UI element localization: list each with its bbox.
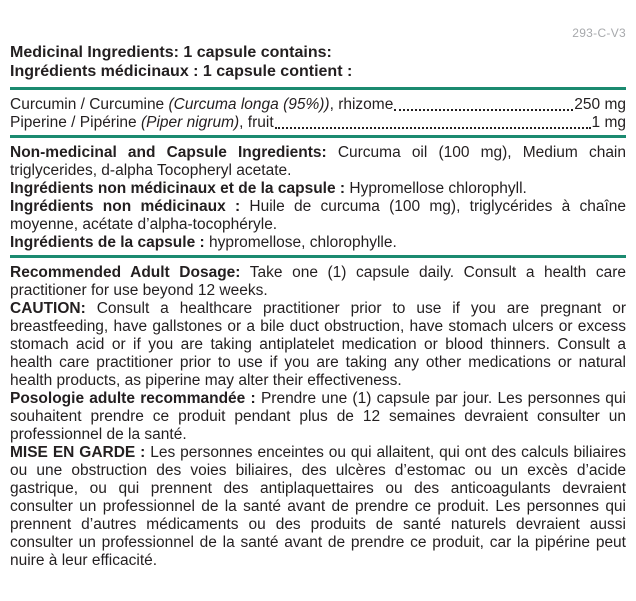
caution-fr-text: Les personnes enceintes ou qui allaitent, qui ont des calculs biliaires ou une obstruction des voies biliaires, des ulcères d’estomac ou un excès d’acide gastrique, ou qui prennent des antiplaquettaires ou des anticoagulants devraient consulter un professionnel de la santé avant de prendre ce produit. Les personnes qui prennent d’autres médicaments ou des produits de santé naturels devraient aussi consulter un professionnel de la santé avant de prendre ce produit, car la pipérine peut nuire à leur efficacité. xyxy=(10,444,626,569)
caution-en xyxy=(10,300,626,390)
medicinal-ingredients-table xyxy=(10,96,626,132)
lot-code: 293-C-V3 xyxy=(572,26,626,40)
non-medicinal-en-label: Non-medicinal and Capsule Ingredients: xyxy=(10,144,327,161)
non-medicinal-fr-label: Ingrédients non médicinaux : xyxy=(10,198,241,215)
heading-french: Ingrédients médicinaux : 1 capsule contient : xyxy=(10,63,353,80)
non-medicinal-capsule-fr-text: Hypromellose chlorophyll. xyxy=(345,180,527,197)
ingredient-plant-part: , rhizome xyxy=(329,96,394,113)
ingredient-latin-name: (Piper nigrum) xyxy=(140,114,240,131)
capsule-ingredients-fr-text: hypromellose, chlorophylle. xyxy=(204,234,397,251)
ingredient-common-name: Piperine / Pipérine xyxy=(10,114,141,131)
caution-en-label: CAUTION: xyxy=(10,300,86,317)
dosage-caution-section xyxy=(10,264,626,570)
ingredient-row-piperine xyxy=(10,114,626,132)
divider-rule-top xyxy=(10,87,626,90)
recommended-dosage-en xyxy=(10,264,626,300)
non-medicinal-capsule-fr xyxy=(10,180,626,198)
ingredient-name xyxy=(10,114,274,132)
recommended-dosage-en-text: Take one (1) capsule daily. Consult a health care practitioner for use beyond 12 weeks. xyxy=(10,264,626,299)
capsule-ingredients-fr-label: Ingrédients de la capsule : xyxy=(10,234,205,251)
ingredient-common-name: Curcumin / Curcumine xyxy=(10,96,169,113)
non-medicinal-capsule-fr-label: Ingrédients non médicinaux et de la capsule : xyxy=(10,180,346,197)
non-medicinal-en-text: Curcuma oil (100 mg), Medium chain triglycerides, d-alpha Tocopheryl acetate. xyxy=(10,144,626,179)
recommended-dosage-fr xyxy=(10,390,626,444)
heading-english: Medicinal Ingredients: 1 capsule contains: xyxy=(10,44,332,61)
divider-rule-bottom xyxy=(10,255,626,258)
divider-rule-middle xyxy=(10,135,626,138)
caution-fr xyxy=(10,444,626,570)
dot-leader xyxy=(275,127,591,129)
non-medicinal-fr xyxy=(10,198,626,234)
dot-leader xyxy=(394,109,573,111)
ingredient-latin-name: (Curcuma longa (95%)) xyxy=(168,96,330,113)
ingredient-row-curcumin xyxy=(10,96,626,114)
medicinal-ingredients-heading xyxy=(10,43,626,81)
non-medicinal-en xyxy=(10,144,626,180)
non-medicinal-fr-text: Huile de curcuma (100 mg), triglycérides à chaîne moyenne, acétate d’alpha-tocophéryle. xyxy=(10,198,626,233)
ingredient-amount: 250 mg xyxy=(574,96,626,113)
caution-fr-label: MISE EN GARDE : xyxy=(10,444,146,461)
capsule-ingredients-fr xyxy=(10,234,626,252)
recommended-dosage-fr-text: Prendre une (1) capsule par jour. Les personnes qui souhaitent prendre ce produit pendant plus de 12 semaines devraient consulter un professionnel de la santé. xyxy=(10,390,626,443)
caution-en-text: Consult a healthcare practitioner prior to use if you are pregnant or breastfeeding, have gallstones or a bile duct obstruction, have stomach ulcers or excess stomach acid or if you are taking antiplatelet medication or blood thinners. Consult a health care practitioner prior to use if you are taking any other medications or natural health products, as piperine may alter their effectiveness. xyxy=(10,300,626,389)
ingredient-name xyxy=(10,96,393,114)
recommended-dosage-en-label: Recommended Adult Dosage: xyxy=(10,264,241,281)
ingredient-amount: 1 mg xyxy=(591,114,626,131)
ingredient-plant-part: , fruit xyxy=(239,114,274,131)
recommended-dosage-fr-label: Posologie adulte recommandée : xyxy=(10,390,256,407)
non-medicinal-ingredients-section xyxy=(10,144,626,252)
